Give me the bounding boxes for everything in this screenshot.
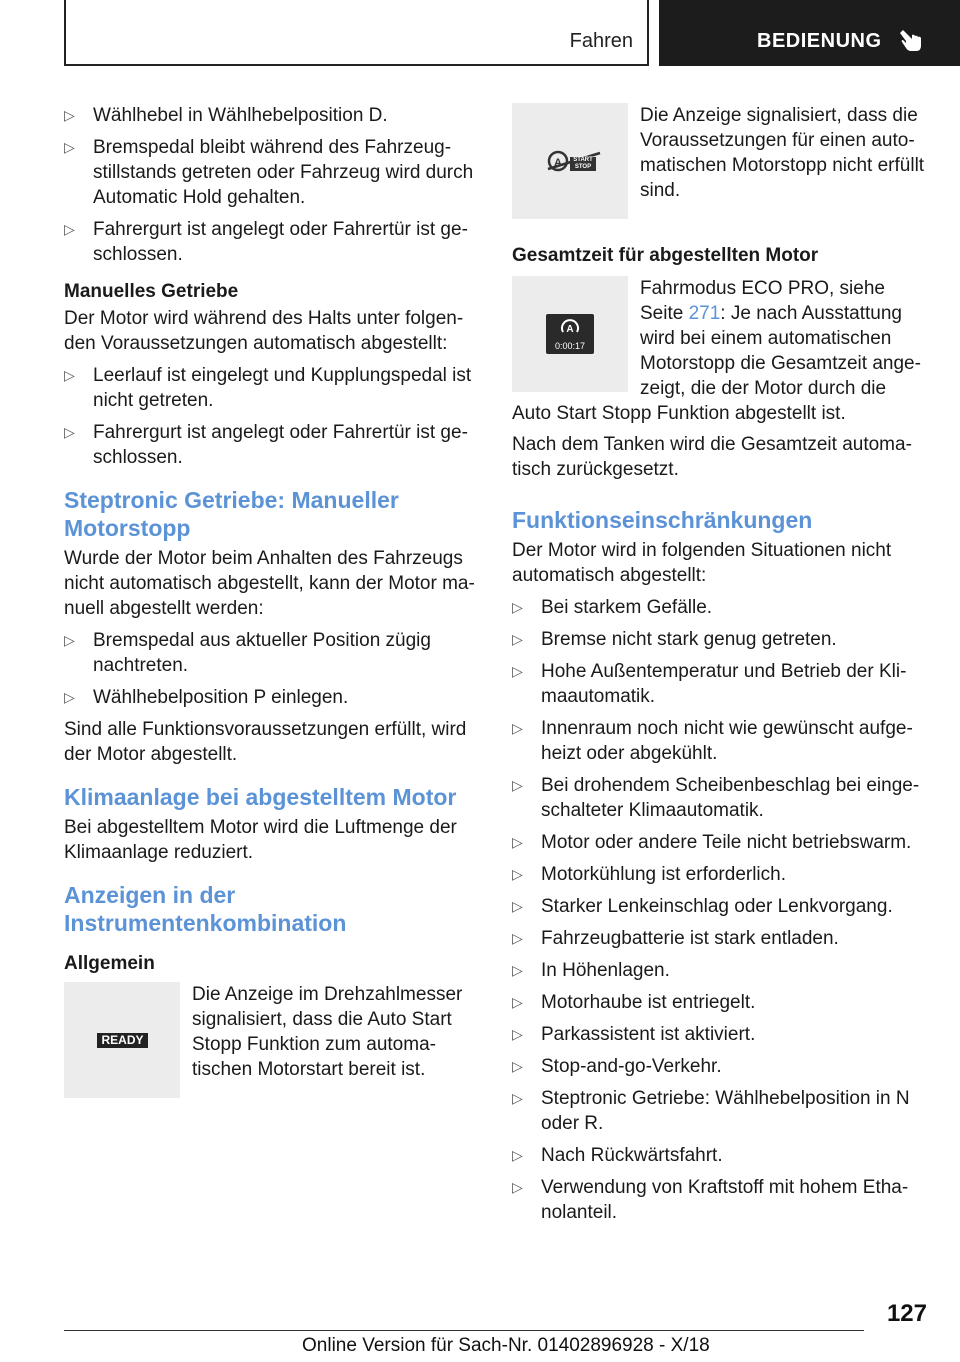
triangle-bullet-icon: ▷ — [512, 663, 523, 679]
list-item: ▷ Motorkühlung ist erforderlich. — [512, 864, 786, 885]
list-item: ▷ Wählhebel in Wählhebelposition D. — [64, 105, 388, 126]
gesamt-heading: Gesamtzeit für abgestellten Motor — [512, 245, 819, 266]
header-chapter-bar — [659, 0, 960, 66]
steptronic-bullet-list — [64, 628, 480, 710]
right-column — [512, 103, 928, 1232]
steptronic-text: Wurde der Motor beim Anhalten des Fahrzeugs nicht automatisch abgestellt, kann der Motor manuell abgestellt werden: — [64, 548, 475, 619]
triangle-bullet-icon: ▷ — [512, 1026, 523, 1042]
svg-text:A: A — [566, 324, 574, 335]
manual-text: Der Motor wird während des Halts unter folgenden Voraussetzungen automatisch abgestellt: — [64, 308, 464, 354]
triangle-bullet-icon: ▷ — [512, 631, 523, 647]
list-item: ▷ Parkassistent ist aktiviert. — [512, 1024, 756, 1045]
list-item: ▷ Fahrergurt ist angelegt oder Fahrertür ist geschlossen. — [64, 219, 468, 265]
list-item: ▷ Stop-and-go-Verkehr. — [512, 1056, 722, 1077]
triangle-bullet-icon: ▷ — [64, 632, 75, 648]
start-stop-badge: START STOP — [570, 157, 596, 171]
not-ok-figure-block — [512, 103, 928, 223]
triangle-bullet-icon: ▷ — [512, 777, 523, 793]
funktion-bullet-list — [512, 595, 928, 1225]
header-chapter-title: BEDIENUNG — [757, 30, 882, 52]
list-item: ▷ Fahrergurt ist angelegt oder Fahrertür ist geschlossen. — [64, 422, 468, 468]
triangle-bullet-icon: ▷ — [512, 930, 523, 946]
allgemein-heading: Allgemein — [64, 953, 155, 974]
manual-bullet-list — [64, 363, 480, 470]
triangle-bullet-icon: ▷ — [512, 994, 523, 1010]
auto-start-stop-off-image — [512, 103, 628, 219]
steptronic-after-text: Sind alle Funktionsvoraussetzungen erfüllt, wird der Motor abgestellt. — [64, 719, 467, 765]
page-number: 127 — [886, 1300, 927, 1327]
steptronic-heading: Steptronic Getriebe: Manueller Motorstopp — [64, 487, 399, 541]
triangle-bullet-icon: ▷ — [64, 107, 75, 123]
pointing-hand-icon — [897, 24, 927, 54]
klima-heading: Klimaanlage bei abgestelltem Motor — [64, 784, 457, 810]
not-ok-text: Die Anzeige signalisiert, dass die Voraussetzungen für einen automatischen Motorstopp nicht erfüllt sind. — [640, 105, 925, 201]
list-item: ▷ Steptronic Getriebe: Wählhebelposition in N oder R. — [512, 1088, 910, 1134]
triangle-bullet-icon: ▷ — [64, 689, 75, 705]
ready-indicator-image — [64, 982, 180, 1098]
list-item: ▷ Bremspedal aus aktueller Position zügig nachtreten. — [64, 630, 431, 676]
triangle-bullet-icon: ▷ — [512, 720, 523, 736]
list-item: ▷ Fahrzeugbatterie ist stark entladen. — [512, 928, 839, 949]
page-link-271[interactable]: 271 — [688, 303, 721, 324]
list-item: ▷ In Höhenlagen. — [512, 960, 670, 981]
list-item: ▷ Innenraum noch nicht wie gewünscht aufgeheizt oder abgekühlt. — [512, 718, 913, 764]
anzeigen-heading: Anzeigen in der Instrumentenkombination — [64, 882, 347, 936]
list-item: ▷ Hohe Außentemperatur und Betrieb der Klimaautomatik. — [512, 661, 907, 707]
triangle-bullet-icon: ▷ — [512, 599, 523, 615]
funktion-text: Der Motor wird in folgenden Situationen nicht automatisch abgestellt: — [512, 540, 892, 586]
triangle-bullet-icon: ▷ — [512, 1147, 523, 1163]
triangle-bullet-icon: ▷ — [512, 1090, 523, 1106]
list-item: ▷ Starker Lenkeinschlag oder Lenkvorgang. — [512, 896, 893, 917]
timer-figure-block — [512, 276, 928, 426]
manual-heading: Manuelles Getriebe — [64, 281, 239, 302]
tanken-text: Nach dem Tanken wird die Gesamtzeit automatisch zurückgesetzt. — [512, 434, 912, 480]
list-item: ▷ Wählhebelposition P einlegen. — [64, 687, 349, 708]
left-column — [64, 103, 480, 1110]
list-item: ▷ Bei starkem Gefälle. — [512, 597, 713, 618]
triangle-bullet-icon: ▷ — [64, 221, 75, 237]
ready-badge: READY — [97, 1033, 148, 1048]
triangle-bullet-icon: ▷ — [512, 866, 523, 882]
klima-text: Bei abgestelltem Motor wird die Luftmenge der Klimaanlage reduziert. — [64, 817, 457, 863]
header-section-title: Fahren — [569, 30, 633, 52]
list-item: ▷ Bremse nicht stark genug getreten. — [512, 629, 837, 650]
triangle-bullet-icon: ▷ — [512, 1179, 523, 1195]
footer-divider — [64, 1330, 864, 1331]
list-item: ▷ Motorhaube ist entriegelt. — [512, 992, 756, 1013]
ready-text: Die Anzeige im Drehzahlmesser signalisiert, dass die Auto Start Stopp Funktion zum automatischen Motorstart bereit ist. — [192, 984, 463, 1080]
triangle-bullet-icon: ▷ — [64, 139, 75, 155]
timer-value: 0:00:17 — [554, 341, 586, 351]
triangle-bullet-icon: ▷ — [64, 367, 75, 383]
list-item: ▷ Motor oder andere Teile nicht betriebswarm. — [512, 832, 912, 853]
svg-text:A: A — [554, 157, 562, 169]
ready-figure-block — [64, 982, 480, 1102]
header-section-box — [64, 0, 649, 66]
list-item: ▷ Nach Rückwärtsfahrt. — [512, 1145, 723, 1166]
list-item: ▷ Bremspedal bleibt während des Fahrzeugstillstands getreten oder Fahrzeug wird durch Automatic Hold gehalten. — [64, 137, 474, 208]
list-item: ▷ Bei drohendem Scheibenbeschlag bei eingeschalteter Klimaautomatik. — [512, 775, 920, 821]
triangle-bullet-icon: ▷ — [64, 424, 75, 440]
gesamt-text: Fahrmodus ECO PRO, siehe Seite 271: Je nach Ausstattung wird bei einem automatischen Motorstopp die Gesamtzeit angezeigt, die der Motor durch die Auto Start Stopp Funktion abgestellt ist. — [512, 278, 921, 424]
list-item: ▷ Verwendung von Kraftstoff mit hohem Ethanolanteil. — [512, 1177, 909, 1223]
triangle-bullet-icon: ▷ — [512, 898, 523, 914]
list-item: ▷ Leerlauf ist eingelegt und Kupplungspedal ist nicht getreten. — [64, 365, 472, 411]
triangle-bullet-icon: ▷ — [512, 834, 523, 850]
triangle-bullet-icon: ▷ — [512, 1058, 523, 1074]
timer-display — [546, 314, 594, 354]
triangle-bullet-icon: ▷ — [512, 962, 523, 978]
funktion-heading: Funktionseinschränkungen — [512, 507, 813, 533]
footer-text: Online Version für Sach-Nr. 01402896928 - X/18 — [302, 1335, 710, 1356]
intro-bullet-list — [64, 103, 480, 267]
total-time-image — [512, 276, 628, 392]
